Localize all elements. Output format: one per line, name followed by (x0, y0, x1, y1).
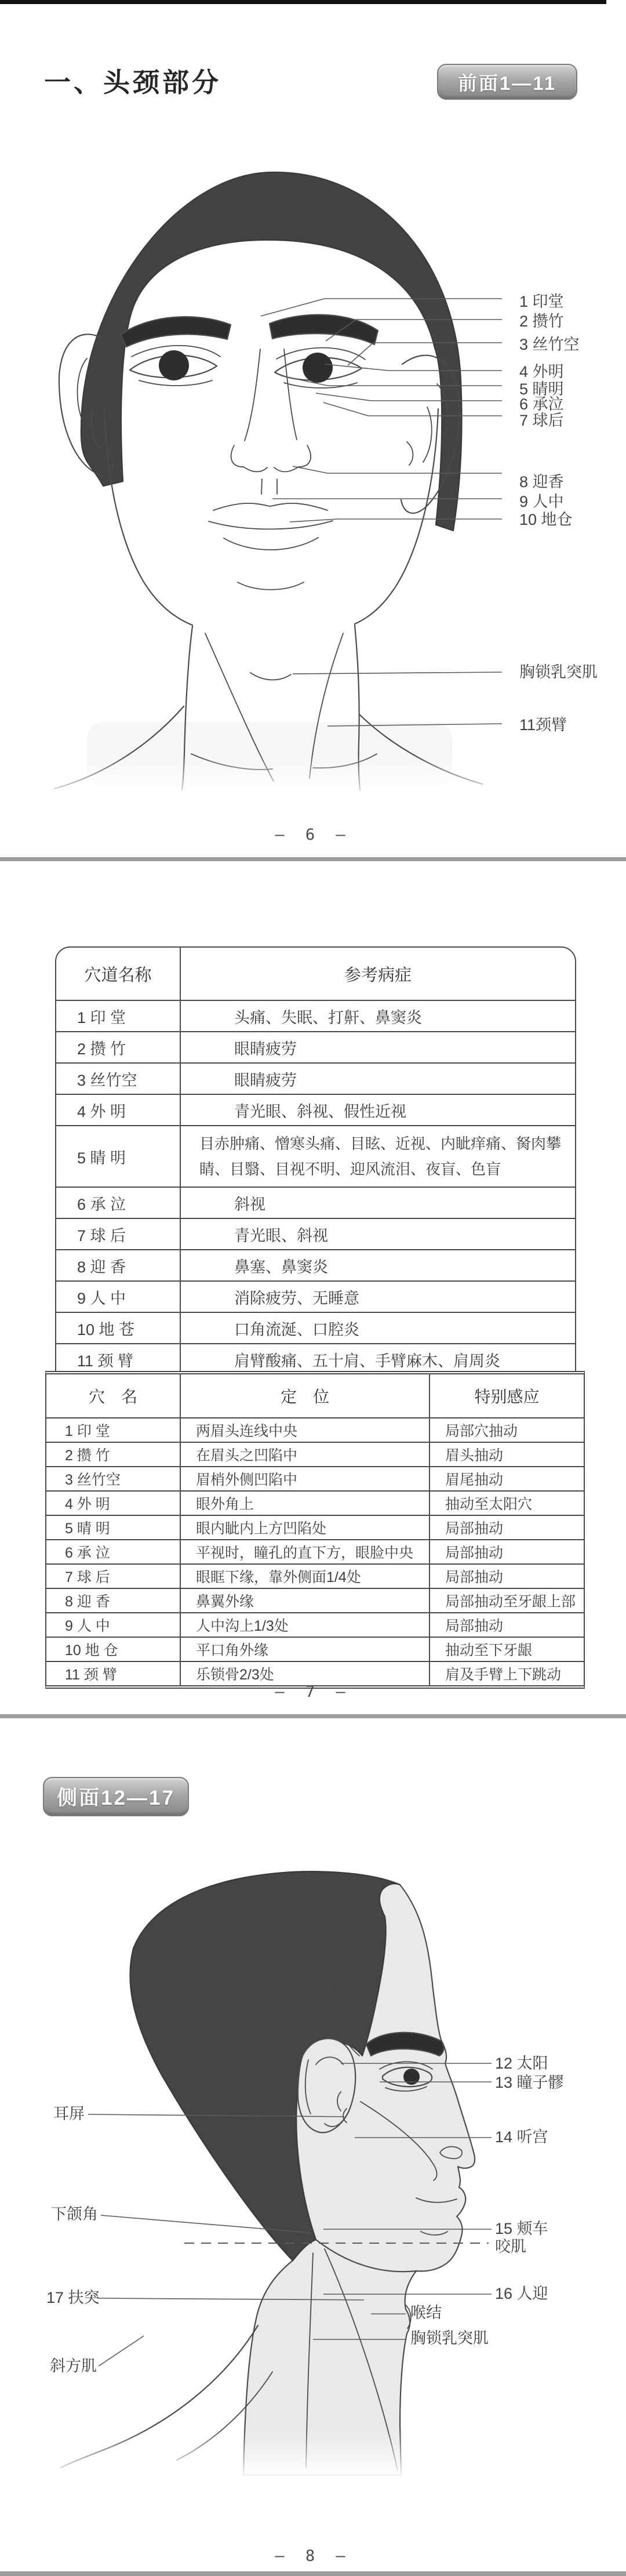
page-divider (0, 1714, 626, 1718)
symptom-table (55, 946, 576, 1376)
point-label-zanzhu: 2 攒竹 (519, 313, 564, 330)
header-point-name: 穴道名称 (56, 948, 181, 1000)
cell-location: 人中沟上1/3处 (181, 1613, 430, 1637)
table-row (46, 1466, 584, 1490)
table-row (56, 1343, 575, 1374)
page-title: 一、头颈部分 (44, 67, 221, 97)
cell-sensation: 局部抽动 (445, 1545, 504, 1561)
mouth (209, 503, 333, 590)
scan-fade (0, 754, 626, 800)
cell-point: 3 丝竹空 (46, 1467, 181, 1490)
cell-symptom: 鼻塞、鼻窦炎 (234, 1258, 328, 1276)
front-view-badge-label: 前面1—11 (457, 72, 557, 94)
scan-edge-bar (0, 0, 606, 4)
table-row (56, 1218, 575, 1249)
cell-point: 11 颈 臂 (56, 1344, 181, 1374)
table-header-row (56, 948, 575, 1000)
table-row (46, 1563, 584, 1588)
cell-point: 8 迎 香 (56, 1250, 181, 1280)
point-label-jingbi: 11颈臂 (519, 716, 567, 734)
side-face-art (61, 1871, 475, 2475)
cell-point: 4 外 明 (56, 1095, 181, 1125)
cell-location: 眼外角上 (181, 1492, 430, 1515)
hair (81, 172, 462, 531)
anatomy-label-trapezius: 斜方肌 (50, 2357, 97, 2375)
cell-location: 在眉头之凹陷中 (181, 1443, 430, 1466)
cell-point: 11 颈 臂 (46, 1662, 181, 1685)
cell-point: 1 印 堂 (56, 1001, 181, 1031)
cell-point: 10 地 仓 (46, 1638, 181, 1661)
cell-point: 5 睛 明 (56, 1126, 181, 1187)
cell-location: 眼内眦内上方凹陷处 (181, 1516, 430, 1539)
point-label-renying: 16 人迎 (495, 2285, 548, 2302)
side-view-badge (43, 1777, 189, 1816)
point-label-futu: 17 扶突 (46, 2289, 100, 2306)
table-row (56, 1249, 575, 1280)
nose (231, 349, 311, 494)
table-row (46, 1442, 584, 1466)
cell-point: 1 印 堂 (46, 1418, 181, 1442)
cell-point: 2 攒 竹 (56, 1032, 181, 1062)
cell-point: 8 迎 香 (46, 1589, 181, 1612)
point-label-renzhong: 9 人中 (519, 493, 564, 510)
cell-sensation: 抽动至下牙龈 (445, 1642, 533, 1659)
cell-symptom: 眼睛疲劳 (234, 1071, 297, 1089)
cell-location: 平视时，瞳孔的直下方，眼脸中央 (181, 1540, 430, 1563)
left-eye (130, 346, 220, 386)
header-symptoms: 参考病症 (344, 966, 412, 985)
cell-point: 3 丝竹空 (56, 1064, 181, 1094)
table-row (56, 1312, 575, 1343)
table-row (46, 1637, 584, 1661)
anatomy-label-adams-apple: 喉结 (410, 2304, 442, 2321)
cell-point: 7 球 后 (46, 1565, 181, 1588)
cell-location: 平口角外缘 (181, 1638, 430, 1661)
point-label-yintang: 1 印堂 (519, 293, 564, 310)
table-row (46, 1612, 584, 1637)
table-row (46, 1515, 584, 1539)
table-row (46, 1417, 584, 1442)
table-row (56, 1280, 575, 1312)
cell-symptom: 头痛、失眠、打鼾、鼻窦炎 (234, 1008, 422, 1026)
page-number-8: — 8 — (275, 2547, 351, 2565)
table-row (46, 1661, 584, 1685)
cell-location: 两眉头连线中央 (181, 1418, 430, 1442)
location-table (45, 1371, 585, 1689)
table-row (56, 1125, 575, 1187)
cell-sensation: 眉头抽动 (445, 1447, 504, 1464)
cell-location: 鼻翼外缘 (181, 1589, 430, 1612)
point-label-jingming: 5 睛明 (519, 380, 564, 398)
cell-sensation: 局部抽动 (445, 1618, 504, 1634)
cell-symptom: 斜视 (234, 1195, 265, 1213)
cell-point: 10 地 苍 (56, 1313, 181, 1343)
anatomy-label-masseter: 咬肌 (495, 2238, 526, 2255)
cell-symptom: 消除疲劳、无睡意 (234, 1289, 359, 1307)
point-label-dicang: 10 地仓 (519, 511, 573, 528)
header-point: 穴 名 (46, 1374, 181, 1417)
cell-sensation: 抽动至太阳穴 (445, 1496, 533, 1512)
front-face-art (54, 172, 482, 790)
anatomy-label-scm: 胸锁乳突肌 (410, 2330, 489, 2347)
front-leader-lines (261, 299, 502, 726)
anatomy-label-scm: 胸锁乳突肌 (519, 663, 598, 681)
page-divider (0, 2571, 626, 2576)
page-number-7: — 7 — (275, 1683, 351, 1701)
header-sensation: 特别感应 (474, 1388, 540, 1406)
cell-sensation: 眉尾抽动 (445, 1472, 504, 1488)
cell-point: 9 人 中 (46, 1613, 181, 1637)
point-label-taiyang: 12 太阳 (495, 2055, 548, 2072)
side-face-figure-art (0, 1827, 626, 2482)
table-header-row (46, 1374, 584, 1417)
cell-point: 6 承 泣 (46, 1540, 181, 1563)
cell-point: 9 人 中 (56, 1282, 181, 1312)
cell-symptom: 青光眼、斜视、假性近视 (234, 1102, 406, 1120)
table-row (46, 1539, 584, 1563)
scan-fade (0, 2430, 626, 2479)
table-row (56, 1062, 575, 1094)
cell-point: 6 承 泣 (56, 1188, 181, 1218)
cell-sensation: 局部穴抽动 (445, 1423, 518, 1439)
jaw-right (355, 409, 438, 624)
page-divider (0, 857, 626, 861)
side-view-badge-label: 侧面12—17 (57, 1787, 175, 1809)
point-label-waiming: 4 外明 (519, 363, 564, 380)
table-row (46, 1588, 584, 1612)
cell-symptom: 肩臂酸痛、五十肩、手臂麻木、肩周炎 (234, 1352, 500, 1370)
table-row (46, 1490, 584, 1515)
table-row (56, 1187, 575, 1218)
cell-sensation: 局部抽动至牙龈上部 (445, 1594, 576, 1610)
header-location: 定 位 (181, 1374, 430, 1417)
left-eyebrow (121, 317, 231, 347)
cell-sensation: 局部抽动 (445, 1569, 504, 1585)
point-label-tinggong: 14 听宫 (495, 2128, 548, 2146)
point-label-jiache: 15 颊车 (495, 2220, 548, 2237)
page-number-6: — 6 — (275, 826, 351, 844)
cell-location: 乐锁骨2/3处 (181, 1662, 430, 1685)
cell-symptom: 目赤肿痛、憎寒头痛、目眩、近视、内眦痒痛、胬肉攀睛、目翳、目视不明、迎风流泪、夜盲、色盲 (199, 1134, 562, 1178)
cell-symptom: 口角流涎、口腔炎 (234, 1320, 359, 1338)
cell-point: 5 晴 明 (46, 1516, 181, 1539)
point-label-tongziliao: 13 瞳子髎 (495, 2074, 564, 2091)
point-label-yingxiang: 8 迎香 (519, 473, 564, 491)
cell-location: 眼眶下缘，靠外侧面1/4处 (181, 1565, 430, 1588)
table-row (56, 1000, 575, 1031)
front-view-badge (437, 64, 577, 100)
cell-point: 2 攒 竹 (46, 1443, 181, 1466)
point-label-qiuhou: 7 球后 (519, 412, 564, 429)
table-row (56, 1094, 575, 1125)
point-label-sizhukong: 3 丝竹空 (519, 336, 580, 353)
right-eye (275, 348, 365, 388)
cell-symptom: 眼睛疲劳 (234, 1040, 297, 1058)
cell-sensation: 局部抽动 (445, 1521, 504, 1537)
point-label-chengqi: 6 承泣 (519, 396, 564, 413)
cell-location: 眉梢外侧凹陷中 (181, 1467, 430, 1490)
anatomy-label-jaw-angle: 下颌角 (51, 2205, 98, 2223)
table-row (56, 1031, 575, 1062)
cell-point: 4 外 明 (46, 1492, 181, 1515)
cell-symptom: 青光眼、斜视 (234, 1227, 328, 1245)
cell-sensation: 肩及手臂上下跳动 (445, 1667, 562, 1683)
anatomy-label-tragus: 耳屏 (53, 2105, 85, 2123)
cell-point: 7 球 后 (56, 1219, 181, 1249)
